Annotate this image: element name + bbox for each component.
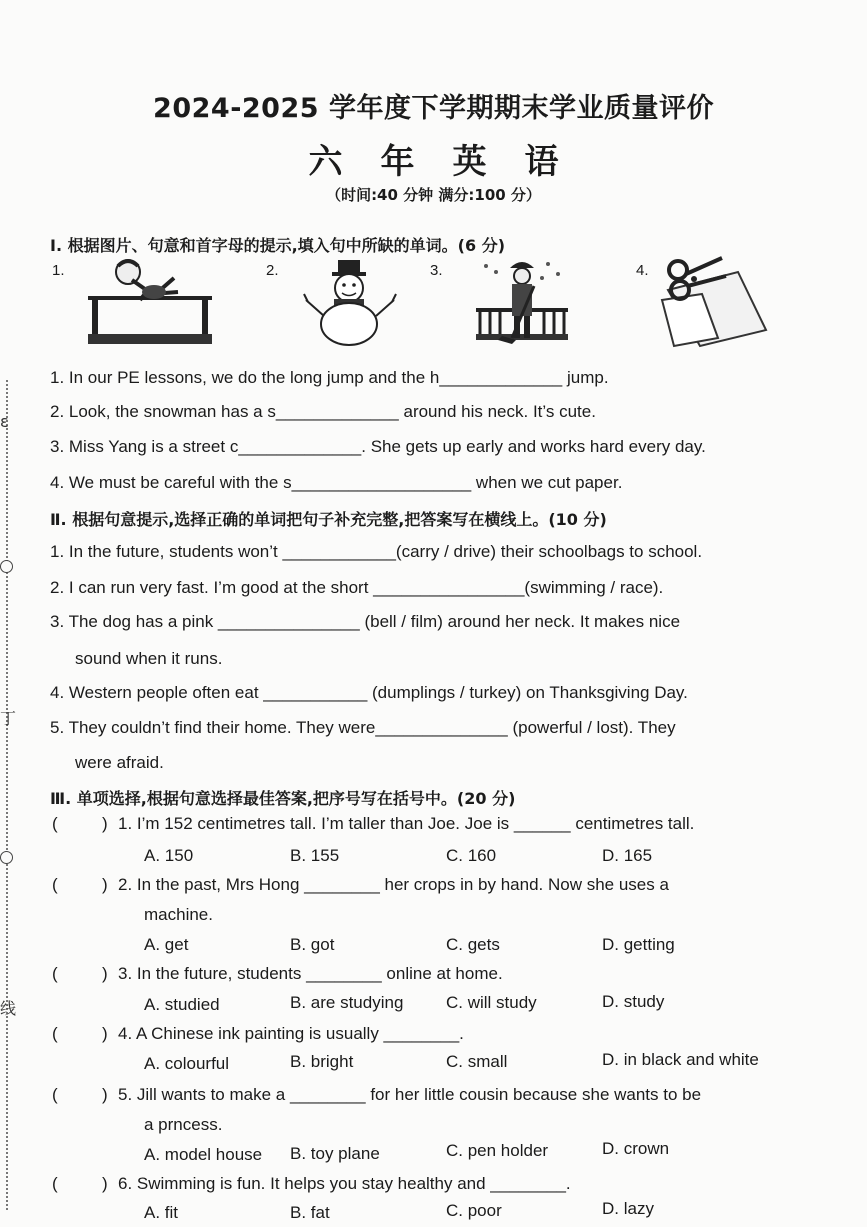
- answer-parentheses: ( ): [52, 1024, 108, 1043]
- choice-question-stem-cont: a prncess.: [144, 1115, 223, 1134]
- binding-hole: [0, 560, 13, 573]
- picture-number: 1.: [52, 262, 65, 279]
- option-d: D. getting: [602, 935, 675, 954]
- option-a: A. 150: [144, 846, 194, 865]
- picture-number: 3.: [430, 262, 443, 279]
- option-b: B. fat: [290, 1203, 330, 1222]
- option-c: C. will study: [446, 993, 537, 1012]
- section1-question: 1. In our PE lessons, we do the long jump and the h_____________ jump.: [50, 368, 609, 387]
- choice-question-stem: 4. A Chinese ink painting is usually ________.: [118, 1024, 464, 1043]
- option-c: C. gets: [446, 935, 500, 954]
- option-a: A. get: [144, 935, 189, 954]
- option-c: C. small: [446, 1052, 508, 1071]
- option-b: B. are studying: [290, 993, 404, 1012]
- scissors-picture: [658, 250, 768, 348]
- section2-line: sound when it runs.: [75, 649, 223, 668]
- option-d: D. in black and white: [602, 1050, 759, 1069]
- section2-line: 2. I can run very fast. I’m good at the short ________________(swimming / race).: [50, 578, 664, 597]
- option-a: A. colourful: [144, 1054, 230, 1073]
- section1-question: 3. Miss Yang is a street c_____________. She gets up early and works hard every day.: [50, 437, 706, 456]
- exam-subject: 六年英语: [308, 142, 597, 182]
- answer-parentheses: ( ): [52, 1085, 108, 1104]
- answer-parentheses: ( ): [52, 875, 108, 894]
- option-a: A. fit: [144, 1203, 179, 1222]
- binding-char: ε: [0, 412, 9, 431]
- exam-title: 2024-2025 学年度下学期期末学业质量评价: [153, 93, 714, 124]
- picture-number: 2.: [266, 262, 279, 279]
- answer-parentheses: ( ): [52, 814, 108, 833]
- option-b: B. got: [290, 935, 335, 954]
- option-d: D. lazy: [602, 1199, 654, 1218]
- option-d: D. 165: [602, 846, 653, 865]
- choice-question-stem: 5. Jill wants to make a ________ for her little cousin because she wants to be: [118, 1085, 702, 1104]
- choice-question-stem: 6. Swimming is fun. It helps you stay healthy and ________.: [118, 1174, 571, 1193]
- binding-char: 丁: [0, 709, 17, 728]
- high-jump-picture: [88, 256, 216, 346]
- picture-number: 4.: [636, 262, 649, 279]
- option-c: C. 160: [446, 846, 497, 865]
- option-b: B. toy plane: [290, 1144, 380, 1163]
- section3-heading: Ⅲ. 单项选择,根据句意选择最佳答案,把序号写在括号中。(20 分): [50, 789, 516, 808]
- option-a: A. model house: [144, 1145, 263, 1164]
- binding-line: [6, 380, 18, 1210]
- exam-meta: （时间:40 分钟 满分:100 分）: [326, 186, 541, 204]
- binding-hole: [0, 851, 13, 864]
- section2-line: were afraid.: [75, 753, 164, 772]
- section2-line: 5. They couldn’t find their home. They were______________ (powerful / lost). They: [50, 718, 676, 737]
- option-b: B. 155: [290, 846, 340, 865]
- choice-question-stem: 1. I’m 152 centimetres tall. I’m taller than Joe. Joe is ______ centimetres tall.: [118, 814, 695, 833]
- section2-line: 1. In the future, students won’t ____________(carry / drive) their schoolbags to school.: [50, 542, 703, 561]
- option-d: D. study: [602, 992, 665, 1011]
- option-c: C. poor: [446, 1201, 502, 1220]
- binding-char: 线: [0, 999, 17, 1018]
- answer-parentheses: ( ): [52, 1174, 108, 1193]
- section2-line: 3. The dog has a pink _______________ (bell / film) around her neck. It makes nice: [50, 612, 681, 631]
- choice-question-stem: 2. In the past, Mrs Hong ________ her crops in by hand. Now she uses a: [118, 875, 669, 894]
- option-d: D. crown: [602, 1139, 670, 1158]
- section1-heading: Ⅰ. 根据图片、句意和首字母的提示,填入句中所缺的单词。(6 分): [50, 236, 506, 255]
- answer-parentheses: ( ): [52, 964, 108, 983]
- option-a: A. studied: [144, 995, 220, 1014]
- section2-line: 4. Western people often eat ___________ (dumplings / turkey) on Thanksgiving Day.: [50, 683, 688, 702]
- section1-question: 2. Look, the snowman has a s_____________ around his neck. It’s cute.: [50, 402, 596, 421]
- street-cleaner-picture: [474, 256, 570, 344]
- snowman-picture: [300, 258, 400, 346]
- option-b: B. bright: [290, 1052, 354, 1071]
- option-c: C. pen holder: [446, 1141, 549, 1160]
- choice-question-stem-cont: machine.: [144, 905, 213, 924]
- choice-question-stem: 3. In the future, students ________ online at home.: [118, 964, 503, 983]
- section2-heading: Ⅱ. 根据句意提示,选择正确的单词把句子补充完整,把答案写在横线上。(10 分): [50, 510, 607, 529]
- section1-question: 4. We must be careful with the s___________________ when we cut paper.: [50, 473, 623, 492]
